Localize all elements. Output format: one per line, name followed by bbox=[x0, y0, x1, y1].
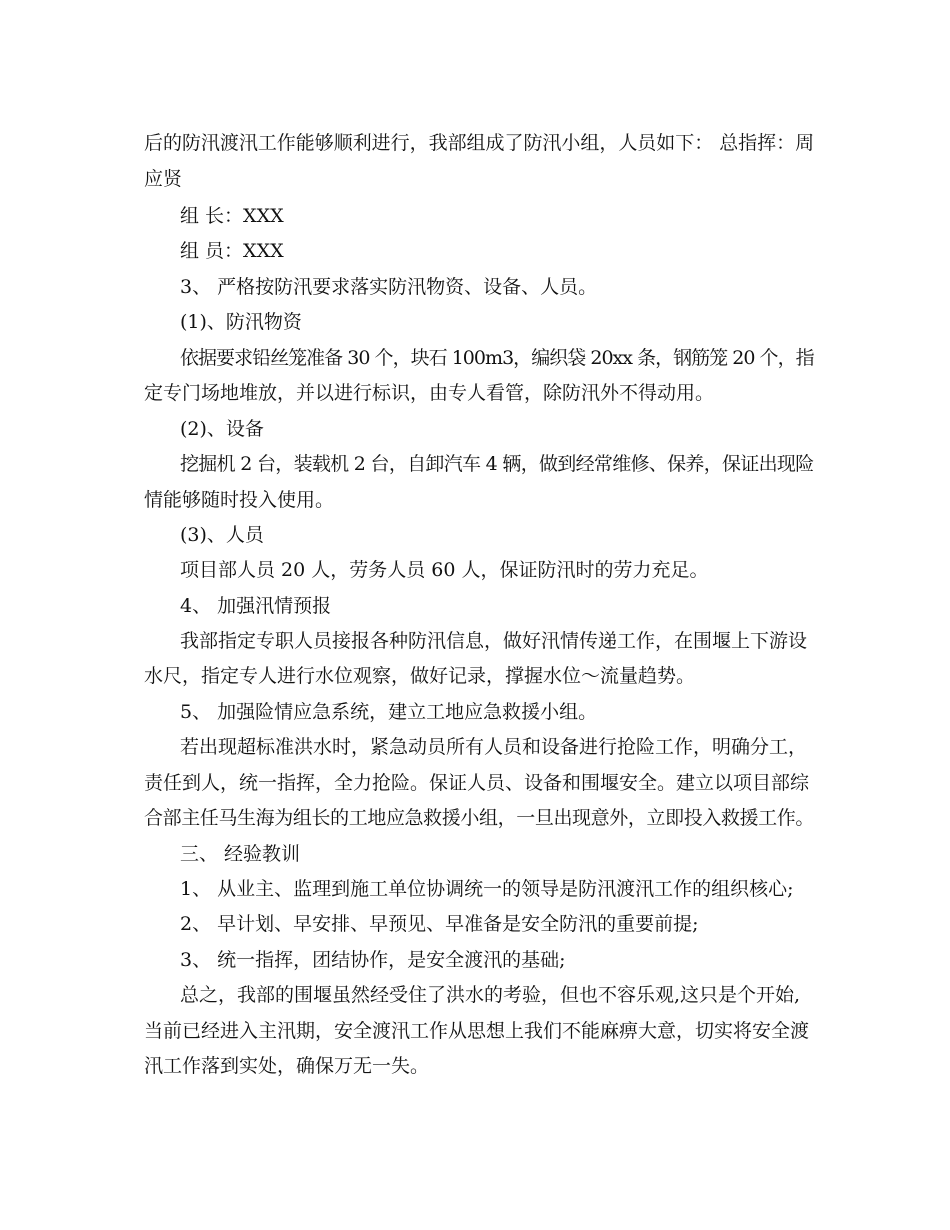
paragraph-line: 依据要求铅丝笼准备 30 个，块石 100m3，编织袋 20xx 条，钢筋笼 20 个，指 bbox=[180, 347, 814, 369]
paragraph-line: 我部指定专职人员接报各种防汛信息，做好汛情传递工作，在围堰上下游设 bbox=[180, 630, 808, 652]
team-member-line: 组 员：XXX bbox=[180, 240, 284, 262]
paragraph-line: 当前已经进入主汛期，安全渡汛工作从思想上我们不能麻痹大意，切实将安全渡 bbox=[144, 1020, 810, 1042]
paragraph-line: 责任到人，统一指挥，全力抢险。保证人员、设备和围堰安全。建立以项目部综 bbox=[144, 772, 810, 794]
paragraph-line: 项目部人员 20 人，劳务人员 60 人，保证防汛时的劳力充足。 bbox=[180, 559, 709, 581]
subsection-heading: (3)、人员 bbox=[180, 524, 264, 546]
subsection-heading: (2)、设备 bbox=[180, 418, 264, 440]
paragraph-line: 合部主任马生海为组长的工地应急救援小组，一旦出现意外，立即投入救援工作。 bbox=[144, 807, 815, 829]
list-item: 3、 统一指挥，团结协作，是安全渡汛的基础; bbox=[180, 949, 566, 971]
paragraph-line: 总之，我部的围堰虽然经受住了洪水的考验，但也不容乐观,这只是个开始, bbox=[180, 984, 801, 1006]
paragraph-line: 若出现超标准洪水时，紧急动员所有人员和设备进行抢险工作，明确分工， bbox=[180, 736, 808, 758]
paragraph-line: 挖掘机 2 台，装载机 2 台，自卸汽车 4 辆，做到经常维修、保养，保证出现险 bbox=[180, 453, 814, 475]
list-item: 1、 从业主、监理到施工单位协调统一的领导是防汛渡汛工作的组织核心; bbox=[180, 878, 794, 900]
paragraph-line: 情能够随时投入使用。 bbox=[144, 489, 335, 511]
paragraph-line: 水尺，指定专人进行水位观察，做好记录，撑握水位～流量趋势。 bbox=[144, 665, 696, 687]
paragraph-line: 应贤 bbox=[144, 168, 183, 190]
section-heading: 3、 严格按防汛要求落实防汛物资、设备、人员。 bbox=[180, 276, 598, 298]
team-leader-line: 组 长：XXX bbox=[180, 205, 284, 227]
section-heading: 4、 加强汛情预报 bbox=[180, 595, 332, 617]
section-heading: 三、 经验教训 bbox=[180, 843, 301, 865]
subsection-heading: (1)、防汛物资 bbox=[180, 311, 302, 333]
paragraph-line: 后的防汛渡汛工作能够顺利进行，我部组成了防汛小组，人员如下： 总指挥：周 bbox=[144, 132, 815, 154]
list-item: 2、 早计划、早安排、早预见、早准备是安全防汛的重要前提; bbox=[180, 913, 699, 935]
paragraph-line: 定专门场地堆放，并以进行标识，由专人看管，除防汛外不得动用。 bbox=[144, 382, 715, 404]
paragraph-line: 汛工作落到实处，确保万无一失。 bbox=[144, 1055, 430, 1077]
section-heading: 5、 加强险情应急系统，建立工地应急救援小组。 bbox=[180, 701, 598, 723]
